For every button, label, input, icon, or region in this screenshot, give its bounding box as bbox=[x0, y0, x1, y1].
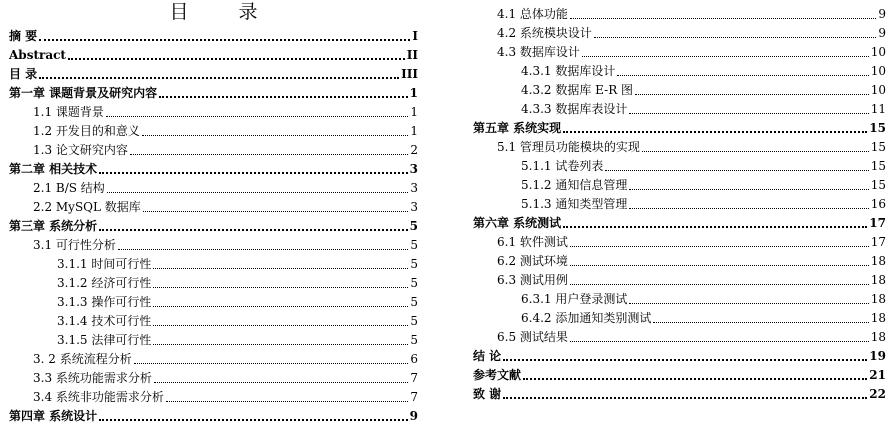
toc-entry-page-number: 1 bbox=[409, 86, 418, 100]
toc-entry[interactable] bbox=[473, 194, 886, 213]
toc-entry-label: 摘 要 bbox=[9, 29, 38, 43]
dot-leader bbox=[153, 325, 408, 326]
toc-entry-label: 6.4.2 添加通知类别测试 bbox=[521, 311, 652, 325]
toc-entry-label: 3.1.1 时间可行性 bbox=[57, 257, 152, 271]
dot-leader bbox=[570, 18, 876, 19]
dot-leader bbox=[68, 58, 405, 60]
toc-entry-page-number: 15 bbox=[869, 121, 886, 135]
dot-leader bbox=[107, 192, 409, 193]
toc-entry[interactable] bbox=[9, 102, 418, 121]
toc-entry[interactable] bbox=[473, 251, 886, 270]
toc-entry-label: 5.1.1 试卷列表 bbox=[521, 159, 604, 173]
toc-entry[interactable] bbox=[9, 330, 418, 349]
toc-entry-label: Abstract bbox=[9, 48, 66, 62]
toc-entry-label: 第二章 相关技术 bbox=[9, 162, 98, 176]
toc-entry[interactable] bbox=[473, 270, 886, 289]
toc-entry[interactable] bbox=[9, 406, 418, 425]
toc-entry-page-number: 17 bbox=[870, 235, 886, 249]
toc-title: 目 录 bbox=[169, 1, 280, 23]
toc-entry-page-number: 22 bbox=[869, 387, 886, 401]
dot-leader bbox=[153, 306, 408, 307]
dot-leader bbox=[523, 378, 867, 380]
toc-entry-page-number: 9 bbox=[409, 409, 418, 423]
toc-entry-page-number: 5 bbox=[410, 257, 418, 271]
toc-entry-label: 3.1.2 经济可行性 bbox=[57, 276, 152, 290]
dot-leader bbox=[166, 401, 408, 402]
toc-entry[interactable] bbox=[9, 216, 418, 235]
toc-entry[interactable] bbox=[9, 26, 418, 45]
toc-entry-label: 第一章 课题背景及研究内容 bbox=[9, 86, 158, 100]
dot-leader bbox=[99, 172, 407, 174]
toc-entry-page-number: 3 bbox=[410, 181, 418, 195]
dot-leader bbox=[106, 116, 408, 117]
toc-entry[interactable] bbox=[9, 197, 418, 216]
toc-entry[interactable] bbox=[473, 365, 886, 384]
dot-leader bbox=[134, 363, 409, 364]
toc-entry-page-number: 11 bbox=[870, 102, 886, 116]
toc-entry-page-number: 15 bbox=[870, 159, 886, 173]
toc-entry-page-number: 9 bbox=[878, 26, 886, 40]
toc-entry[interactable] bbox=[473, 156, 886, 175]
dot-leader bbox=[99, 419, 407, 421]
toc-entry-label: 6.5 测试结果 bbox=[497, 330, 568, 344]
toc-entry-label: 3.3 系统功能需求分析 bbox=[33, 371, 152, 385]
toc-entry[interactable] bbox=[473, 80, 886, 99]
toc-entry[interactable] bbox=[473, 99, 886, 118]
toc-entry[interactable] bbox=[473, 137, 886, 156]
toc-entry-label: 6.2 测试环境 bbox=[497, 254, 568, 268]
toc-entry[interactable] bbox=[9, 140, 418, 159]
toc-entry-page-number: 18 bbox=[870, 292, 886, 306]
toc-entry[interactable] bbox=[9, 178, 418, 197]
toc-entry-page-number: 5 bbox=[410, 333, 418, 347]
toc-entry[interactable] bbox=[473, 4, 886, 23]
toc-left-column bbox=[9, 0, 418, 425]
toc-entry-label: 5.1.2 通知信息管理 bbox=[521, 178, 628, 192]
dot-leader bbox=[159, 96, 407, 98]
dot-leader bbox=[143, 211, 409, 212]
toc-entry[interactable] bbox=[9, 368, 418, 387]
toc-entry-page-number: III bbox=[401, 67, 418, 81]
toc-entry-label: 第三章 系统分析 bbox=[9, 219, 98, 233]
toc-entry-label: 5.1 管理员功能模块的实现 bbox=[497, 140, 640, 154]
dot-leader bbox=[39, 77, 399, 79]
toc-entry-page-number: 7 bbox=[410, 390, 418, 404]
dot-leader bbox=[629, 189, 868, 190]
toc-entry[interactable] bbox=[9, 387, 418, 406]
dot-leader bbox=[503, 397, 867, 399]
toc-entry-label: 第六章 系统测试 bbox=[473, 216, 562, 230]
toc-entry-label: 4.3.2 数据库 E-R 图 bbox=[521, 83, 634, 97]
toc-entry-page-number: I bbox=[412, 29, 418, 43]
toc-entry-label: 6.3 测试用例 bbox=[497, 273, 568, 287]
toc-entry[interactable] bbox=[9, 311, 418, 330]
toc-entry-label: 第四章 系统设计 bbox=[9, 409, 98, 423]
toc-entry[interactable] bbox=[9, 235, 418, 254]
toc-entry-page-number: 10 bbox=[870, 45, 886, 59]
toc-entry-label: 致 谢 bbox=[473, 387, 502, 401]
toc-entry-page-number: 10 bbox=[870, 83, 886, 97]
toc-entry-label: 3.1.3 操作可行性 bbox=[57, 295, 152, 309]
toc-entry[interactable] bbox=[9, 64, 418, 83]
toc-entry-page-number: 5 bbox=[410, 276, 418, 290]
toc-entry-page-number: 17 bbox=[869, 216, 886, 230]
toc-entry-label: 目 录 bbox=[9, 67, 38, 81]
toc-entry-page-number: 18 bbox=[870, 330, 886, 344]
toc-entry[interactable] bbox=[473, 346, 886, 365]
toc-entry-page-number: 9 bbox=[878, 7, 886, 21]
toc-entry-page-number: II bbox=[406, 48, 418, 62]
toc-entry[interactable] bbox=[9, 121, 418, 140]
dot-leader bbox=[605, 170, 868, 171]
toc-entry-label: 4.3.1 数据库设计 bbox=[521, 64, 616, 78]
toc-entry-label: 2.2 MySQL 数据库 bbox=[33, 200, 141, 214]
dot-leader bbox=[153, 268, 408, 269]
dot-leader bbox=[130, 154, 408, 155]
toc-entry-label: 6.1 软件测试 bbox=[497, 235, 568, 249]
toc-entry-page-number: 10 bbox=[870, 64, 886, 78]
toc-entry-page-number: 18 bbox=[870, 311, 886, 325]
dot-leader bbox=[563, 226, 867, 228]
toc-entry-page-number: 1 bbox=[410, 124, 418, 138]
dot-leader bbox=[153, 287, 408, 288]
toc-entry[interactable] bbox=[473, 175, 886, 194]
toc-entry-page-number: 15 bbox=[870, 140, 886, 154]
toc-entry-page-number: 21 bbox=[869, 368, 886, 382]
dot-leader bbox=[503, 359, 867, 361]
toc-entry-page-number: 19 bbox=[869, 349, 886, 363]
dot-leader bbox=[570, 284, 869, 285]
toc-entry-label: 第五章 系统实现 bbox=[473, 121, 562, 135]
dot-leader bbox=[99, 229, 407, 231]
toc-right-column bbox=[473, 4, 886, 403]
toc-entry-page-number: 3 bbox=[410, 200, 418, 214]
dot-leader bbox=[582, 56, 869, 57]
toc-entry[interactable] bbox=[473, 213, 886, 232]
toc-entry-page-number: 5 bbox=[410, 295, 418, 309]
toc-entry-label: 4.3.3 数据库表设计 bbox=[521, 102, 628, 116]
dot-leader bbox=[563, 131, 867, 133]
toc-entry-label: 5.1.3 通知类型管理 bbox=[521, 197, 628, 211]
toc-entry[interactable] bbox=[9, 159, 418, 178]
toc-entry[interactable] bbox=[473, 289, 886, 308]
toc-entry-label: 3. 2 系统流程分析 bbox=[33, 352, 132, 366]
toc-entry-page-number: 1 bbox=[410, 105, 418, 119]
toc-entry-label: 4.3 数据库设计 bbox=[497, 45, 580, 59]
dot-leader bbox=[629, 303, 868, 304]
toc-entry[interactable] bbox=[473, 118, 886, 137]
toc-entry-label: 1.2 开发目的和意义 bbox=[33, 124, 140, 138]
toc-entry-label: 结 论 bbox=[473, 349, 502, 363]
toc-entry[interactable] bbox=[473, 42, 886, 61]
dot-leader bbox=[570, 265, 869, 266]
toc-entry[interactable] bbox=[473, 61, 886, 80]
toc-entry-page-number: 7 bbox=[410, 371, 418, 385]
toc-entry-label: 4.2 系统模块设计 bbox=[497, 26, 592, 40]
toc-entry-page-number: 5 bbox=[410, 314, 418, 328]
toc-entry-page-number: 18 bbox=[870, 273, 886, 287]
toc-entry-label: 1.3 论文研究内容 bbox=[33, 143, 128, 157]
toc-entry-page-number: 16 bbox=[870, 197, 886, 211]
dot-leader bbox=[629, 208, 868, 209]
toc-entry[interactable] bbox=[9, 83, 418, 102]
toc-list-left bbox=[9, 26, 418, 425]
toc-entry[interactable] bbox=[9, 254, 418, 273]
toc-entry-label: 4.1 总体功能 bbox=[497, 7, 568, 21]
dot-leader bbox=[142, 135, 408, 136]
toc-entry[interactable] bbox=[473, 384, 886, 403]
toc-entry-label: 3.1.5 法律可行性 bbox=[57, 333, 152, 347]
toc-entry-label: 6.3.1 用户登录测试 bbox=[521, 292, 628, 306]
toc-entry[interactable] bbox=[9, 45, 418, 64]
dot-leader bbox=[570, 246, 869, 247]
toc-entry-label: 2.1 B/S 结构 bbox=[33, 181, 105, 195]
dot-leader bbox=[154, 382, 408, 383]
toc-entry[interactable] bbox=[9, 292, 418, 311]
toc-entry-page-number: 5 bbox=[410, 238, 418, 252]
toc-entry-page-number: 2 bbox=[410, 143, 418, 157]
dot-leader bbox=[118, 249, 408, 250]
dot-leader bbox=[39, 39, 410, 41]
toc-entry-label: 3.4 系统非功能需求分析 bbox=[33, 390, 164, 404]
dot-leader bbox=[635, 94, 869, 95]
dot-leader bbox=[570, 341, 869, 342]
toc-entry-label: 3.1 可行性分析 bbox=[33, 238, 116, 252]
toc-entry-label: 1.1 课题背景 bbox=[33, 105, 104, 119]
dot-leader bbox=[594, 37, 876, 38]
dot-leader bbox=[617, 75, 868, 76]
toc-list-right bbox=[473, 4, 886, 403]
toc-entry[interactable] bbox=[473, 232, 886, 251]
dot-leader bbox=[653, 322, 868, 323]
toc-entry[interactable] bbox=[9, 349, 418, 368]
toc-entry[interactable] bbox=[473, 308, 886, 327]
toc-entry-label: 参考文献 bbox=[473, 368, 522, 382]
toc-entry-label: 3.1.4 技术可行性 bbox=[57, 314, 152, 328]
dot-leader bbox=[642, 151, 869, 152]
toc-entry-page-number: 3 bbox=[409, 162, 418, 176]
dot-leader bbox=[153, 344, 408, 345]
toc-entry-page-number: 15 bbox=[870, 178, 886, 192]
toc-entry[interactable] bbox=[473, 327, 886, 346]
toc-entry-page-number: 6 bbox=[410, 352, 418, 366]
toc-entry[interactable] bbox=[473, 23, 886, 42]
toc-entry[interactable] bbox=[9, 273, 418, 292]
dot-leader bbox=[629, 113, 868, 114]
toc-entry-page-number: 5 bbox=[409, 219, 418, 233]
toc-entry-page-number: 18 bbox=[870, 254, 886, 268]
